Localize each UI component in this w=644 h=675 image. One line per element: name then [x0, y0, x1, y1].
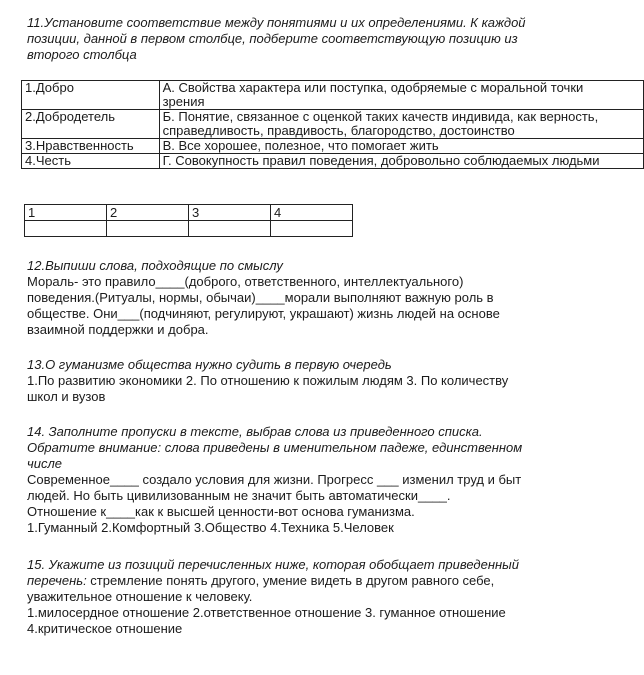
definition-line: зрения: [162, 94, 205, 109]
definition-cell: [159, 81, 643, 110]
table-row: [22, 81, 644, 110]
answer-input-row: [25, 221, 353, 237]
definition-cell: [159, 139, 643, 154]
q12-text-line: Мораль- это правило____(доброго, ответственного, интеллектуального): [27, 274, 464, 289]
q12-heading: 12.Выпиши слова, подходящие по смыслу: [27, 258, 283, 273]
q11-matching-table: [21, 80, 644, 169]
answer-cell[interactable]: [271, 221, 353, 237]
q12-text-line: обществе. Они___(подчиняют, регулируют, украшают) жизнь людей на основе: [27, 306, 500, 321]
definition-cell: [159, 154, 643, 169]
q12-text-line: взаимной поддержки и добра.: [27, 322, 209, 337]
q14-block: [27, 424, 522, 536]
definition-line: В. Все хорошее, полезное, что помогает жить: [162, 138, 439, 153]
q14-text-line: Отношение к____как к высшей ценности-вот основа гуманизма.: [27, 504, 415, 519]
q11-heading: [27, 15, 526, 63]
answer-cell[interactable]: [107, 221, 189, 237]
q14-text-line: 1.Гуманный 2.Комфортный 3.Общество 4.Техника 5.Человек: [27, 520, 394, 535]
answer-header-row: [25, 205, 353, 221]
q14-text-line: Современное____ создало условия для жизни. Прогресс ___ изменил труд и быт: [27, 472, 522, 487]
table-row: [22, 139, 644, 154]
q13-text-line: 1.По развитию экономики 2. По отношению к пожилым людям 3. По количеству: [27, 373, 509, 388]
definition-line: А. Свойства характера или поступка, одобряемые с моральной точки: [162, 80, 584, 95]
q11-answer-table: [24, 204, 353, 237]
answer-header-cell: 4: [271, 205, 353, 221]
q15-text-line: 1.милосердное отношение 2.ответственное отношение 3. гуманное отношение: [27, 605, 506, 620]
q14-heading-line: числе: [27, 456, 63, 471]
term-cell: 4.Честь: [22, 154, 160, 169]
q15-text-line: уважительное отношение к человеку.: [27, 589, 253, 604]
q15-block: [27, 557, 519, 637]
answer-header-cell: 3: [189, 205, 271, 221]
q15-heading-line: 15. Укажите из позиций перечисленных ниже, которая обобщает приведенный: [27, 557, 519, 572]
term-cell: 2.Добродетель: [22, 110, 160, 139]
table-row: [22, 154, 644, 169]
q13-heading: 13.О гуманизме общества нужно судить в первую очередь: [27, 357, 392, 372]
q14-heading-line: 14. Заполните пропуски в тексте, выбрав слова из приведенного списка.: [27, 424, 483, 439]
table-row: [22, 110, 644, 139]
term-cell: 3.Нравственность: [22, 139, 160, 154]
q15-heading-italic: перечень:: [27, 573, 87, 588]
definition-line: Б. Понятие, связанное с оценкой таких качеств индивида, как верность,: [162, 109, 599, 124]
term-cell: 1.Добро: [22, 81, 160, 110]
definition-line: Г. Совокупность правил поведения, добровольно соблюдаемых людьми: [162, 153, 600, 168]
q14-text-line: людей. Но быть цивилизованным не значит быть автоматически____.: [27, 488, 451, 503]
q11-heading-line: второго столбца: [27, 47, 137, 62]
q15-text-line: 4.критическое отношение: [27, 621, 183, 636]
answer-cell[interactable]: [189, 221, 271, 237]
answer-header-cell: 2: [107, 205, 189, 221]
q13-text-line: школ и вузов: [27, 389, 106, 404]
q15-heading-rest: стремление понять другого, умение видеть в другом равного себе,: [86, 573, 495, 588]
q11-heading-line: 11.Установите соответствие между понятиями и их определениями. К каждой: [27, 15, 526, 30]
definition-cell: [159, 110, 643, 139]
answer-header-cell: 1: [25, 205, 107, 221]
q15-heading-line: [27, 573, 519, 589]
q11-heading-line: позиции, данной в первом столбце, подберите соответствующую позицию из: [27, 31, 518, 46]
q13-block: [27, 357, 508, 405]
definition-line: справедливость, правдивость, благородство, достоинство: [162, 123, 515, 138]
q12-text-line: поведения.(Ритуалы, нормы, обычаи)____морали выполняют важную роль в: [27, 290, 494, 305]
q12-block: [27, 258, 500, 338]
q14-heading-line: Обратите внимание: слова приведены в именительном падеже, единственном: [27, 440, 523, 455]
answer-cell[interactable]: [25, 221, 107, 237]
